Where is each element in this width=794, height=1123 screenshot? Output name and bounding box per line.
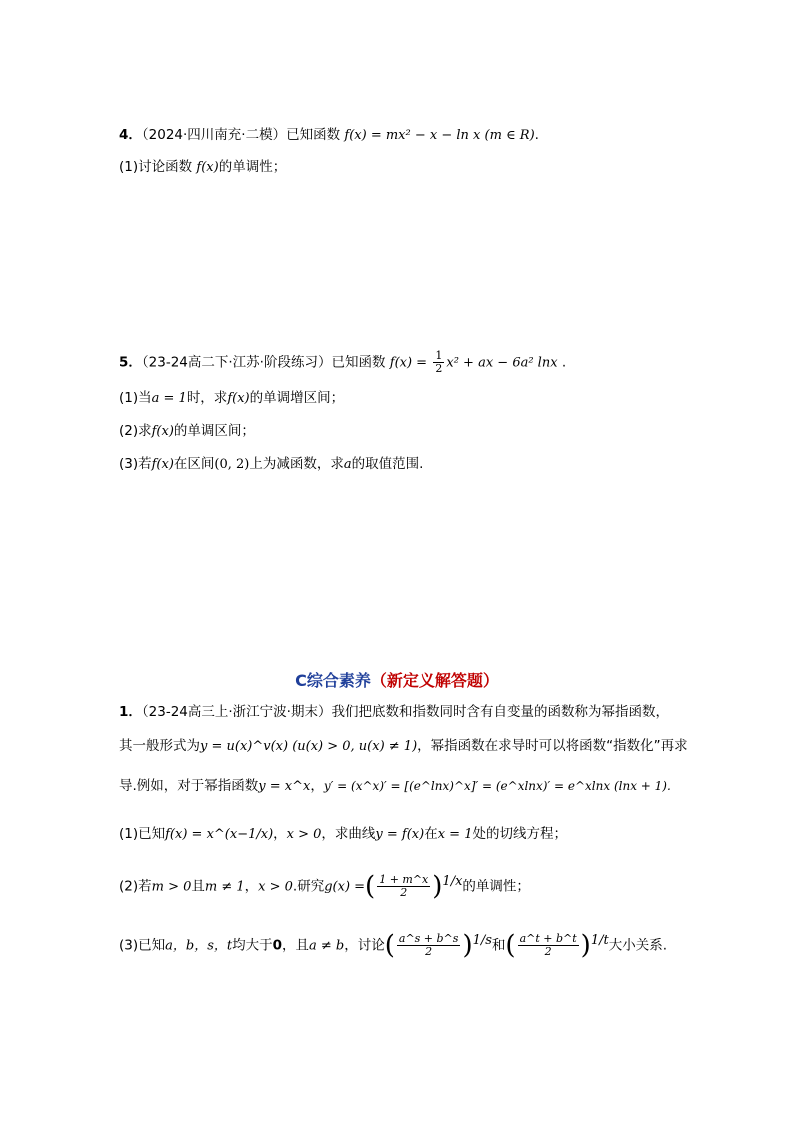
fraction-numerator: a^s + b^s [398,932,459,945]
problem-5-statement [119,350,566,375]
example-function: y = x^x [258,779,311,794]
problem-1-line2 [119,737,688,756]
fraction-numerator: 1 + m^x [379,873,429,886]
function-expr: g(x) = [324,879,366,895]
text: 且 [191,878,205,895]
condition: a = 1 [151,391,187,406]
problem-source: （23-24高三上·浙江宁波·期末） [141,704,332,720]
text: 我们把底数和指数同时含有自变量的函数称为幂指函数， [331,704,669,720]
intro-text: 已知函数 [286,127,341,143]
problem-1-line1 [119,703,669,721]
intro-text: 已知函数 [331,354,386,371]
condition: x > 0 [286,827,322,842]
text: 当 [138,390,152,406]
problem-1-q3 [119,932,667,959]
text: 的取值范围. [351,456,424,472]
exponent: 1/x [442,874,463,889]
condition: m > 0 [151,879,192,895]
variables: a，b，s，t [165,938,233,954]
condition: a ≠ b [309,938,345,954]
right-paren-icon: ) [462,930,473,961]
period: . [561,354,567,371]
text: 已知 [138,826,166,842]
text: ，讨论 [344,937,385,954]
text: 在 [424,826,438,842]
zero-value: 0 [272,937,282,954]
fraction [377,874,430,899]
function-expr: f(x) [196,160,219,175]
left-paren-icon: ( [384,930,395,961]
interval: (0, 2) [214,457,250,472]
question-prefix: (1) [119,390,139,406]
problem-number: 5． [119,354,142,371]
fraction [433,350,444,375]
question-prefix: (3) [119,456,139,472]
example-derivative: y′ = (x^x)′ = [(e^lnx)^x]′ = (e^xlnx)′ = e^xlnx (lnx + 1). [323,779,671,793]
function-expr: f(x) [151,457,174,472]
text: 若 [138,456,152,472]
function-expr: f(x) = x^(x−1/x) [165,827,274,842]
text: 导.例如，对于幂指函数 [119,778,259,794]
fraction [518,933,579,958]
problem-1-q1 [119,825,567,844]
condition: m ≠ 1 [204,879,245,895]
formula-lhs: f(x) = [389,355,428,371]
text: 已知 [138,937,166,954]
question-prefix: (1) [119,159,139,175]
left-paren-icon: ( [365,871,376,902]
general-form-formula: y = u(x)^v(x) (u(x) > 0, u(x) ≠ 1) [200,739,418,754]
question-prefix: (2) [119,878,139,895]
function-expr: f(x) [227,391,250,406]
left-paren-icon: ( [505,930,516,961]
text: 其一般形式为 [119,738,200,754]
text: 处的切线方程； [472,826,567,842]
problem-1-q2 [119,873,530,900]
question-text: 讨论函数 [138,159,193,175]
text: 大小关系. [608,937,667,954]
separator: ， [310,778,324,794]
point: x = 1 [437,827,473,842]
text: 的单调区间； [173,423,255,439]
variable: a [343,457,352,472]
fraction-numerator: 1 [435,349,443,362]
fraction-denominator: 2 [425,945,433,958]
problem-5-q3 [119,455,423,474]
formula-rest: x² + ax − 6a² lnx [446,355,558,371]
text: ，求曲线 [321,826,376,842]
text: 若 [138,878,152,895]
condition: x > 0 [258,879,293,895]
question-end: 的单调性； [218,159,287,175]
text: 上为减函数，求 [249,456,344,472]
problem-4-statement [119,126,539,145]
problem-5-q1 [119,389,344,408]
question-prefix: (2) [119,423,139,439]
text: 均大于 [232,937,273,954]
problem-5-q2 [119,422,255,441]
curve-expr: y = f(x) [375,827,425,842]
formula: f(x) = mx² − x − ln x (m ∈ R) [344,128,535,143]
problem-source: （23-24高二下·江苏·阶段练习） [141,354,332,371]
question-prefix: (1) [119,826,139,842]
function-expr: f(x) [151,424,174,439]
text: 求 [138,423,152,439]
text: 在区间 [173,456,215,472]
section-title: C综合素养 [295,671,371,690]
exponent: 1/s [472,933,492,948]
exponent: 1/t [590,933,609,948]
text: 的单调增区间； [249,390,345,406]
section-heading [0,668,794,691]
text: 和 [491,937,506,954]
problem-source: （2024·四川南充·二模） [141,127,287,143]
text: ， [244,878,259,895]
text: ， [273,826,287,842]
section-subtitle: （新定义解答题） [370,671,499,690]
right-paren-icon: ) [580,930,591,961]
text: ，幂指函数在求导时可以将函数“指数化”再求 [417,738,688,754]
fraction-denominator: 2 [435,362,443,375]
problem-number: 4． [119,127,142,143]
text: 时，求 [186,390,228,406]
problem-number: 1． [119,704,142,720]
question-prefix: (3) [119,937,139,954]
fraction-numerator: a^t + b^t [519,932,577,945]
problem-1-line3 [119,777,671,796]
period: . [534,127,539,143]
fraction-denominator: 2 [400,886,408,899]
text: 的单调性； [462,878,530,895]
problem-4-q1 [119,158,286,177]
text: .研究 [292,878,325,895]
text: ，且 [282,937,309,954]
right-paren-icon: ) [432,871,443,902]
fraction [397,933,461,958]
fraction-denominator: 2 [544,945,552,958]
